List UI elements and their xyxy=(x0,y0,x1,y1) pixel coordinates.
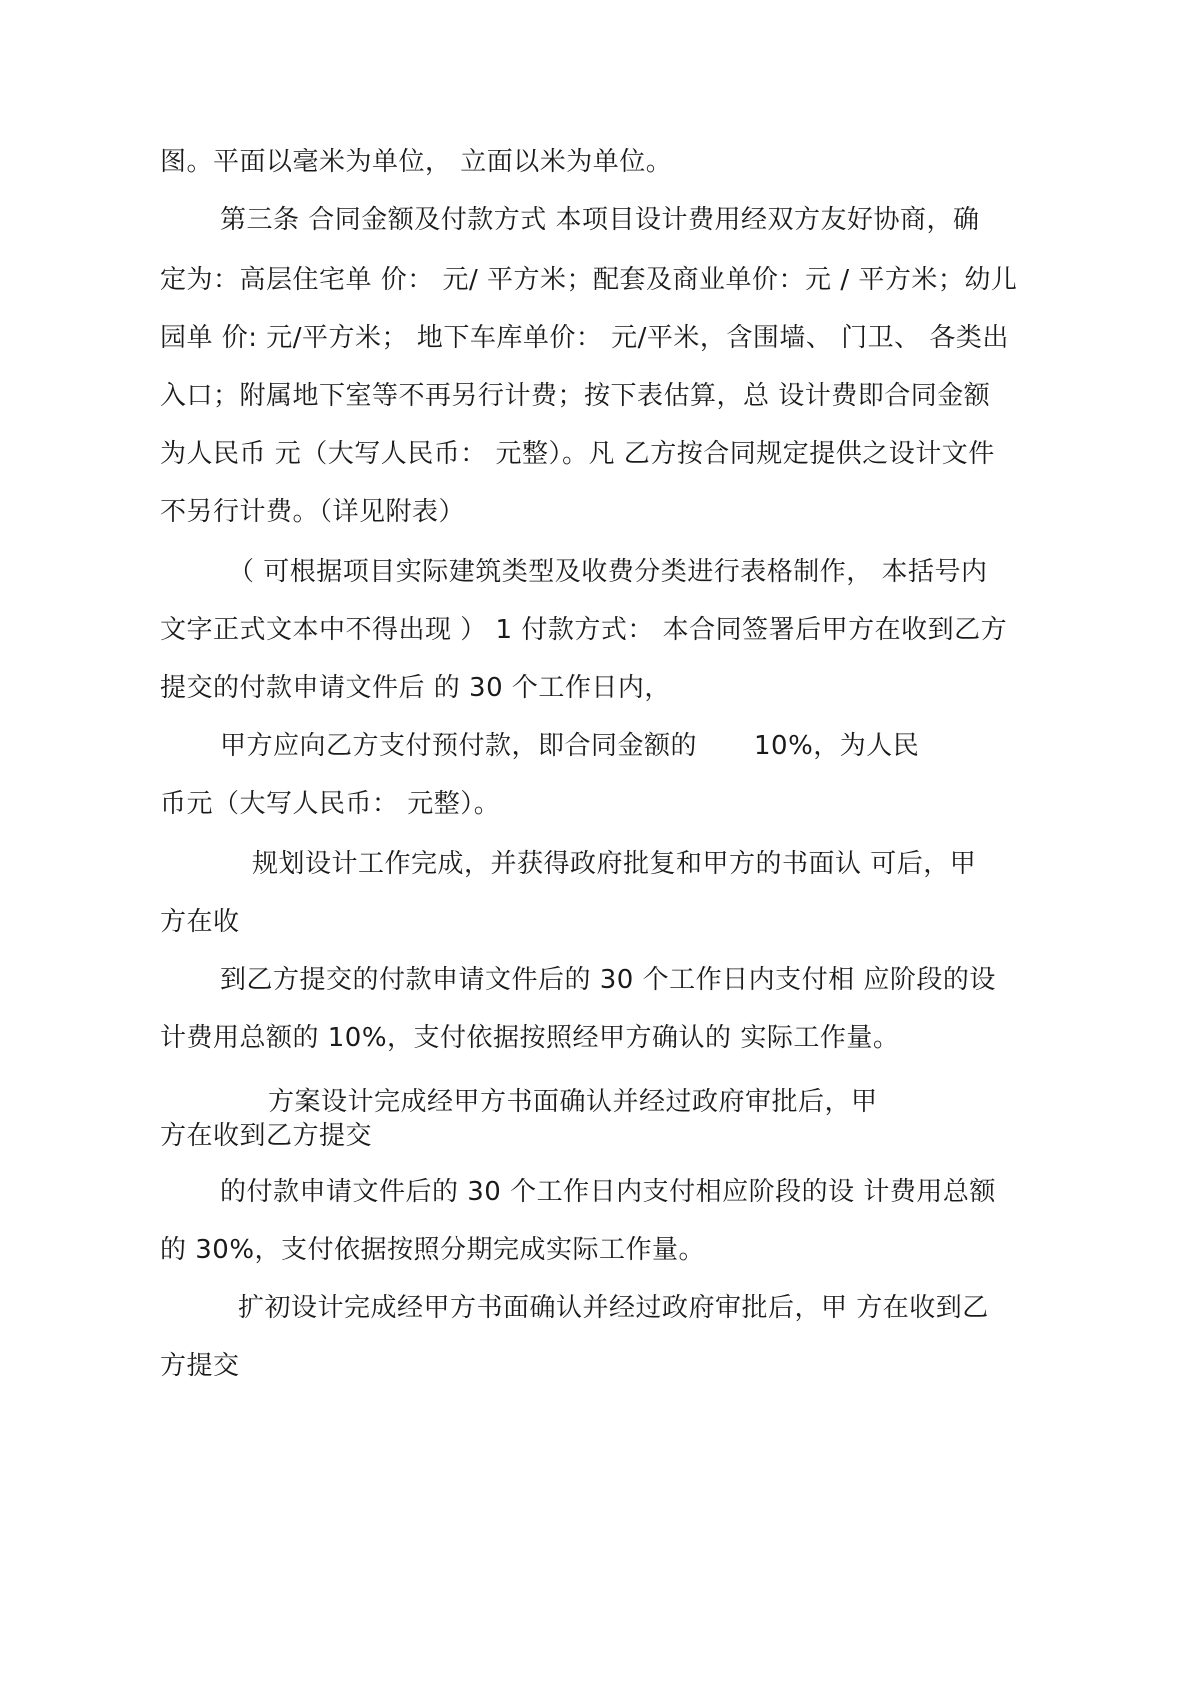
planning-design-line: 规划设计工作完成，并获得政府批复和甲方的书面认 可后，甲 xyxy=(252,849,977,879)
text-line: 方提交 xyxy=(160,1351,240,1381)
text-line: 为人民币 元（大写人民币： 元整）。凡 乙方按合同规定提供之设计文件 xyxy=(160,439,995,469)
text-line: 不另行计费。（详见附表） xyxy=(160,497,466,527)
advance-payment-percent: 10%，为人民 xyxy=(754,731,920,761)
text-line: 图。平面以毫米为单位， 立面以米为单位。 xyxy=(160,147,673,177)
preliminary-design-line: 扩初设计完成经甲方书面确认并经过政府审批后，甲 方在收到乙 xyxy=(238,1293,989,1323)
scheme-design-line: 方案设计完成经甲方书面确认并经过政府审批后，甲 xyxy=(268,1087,878,1117)
text-line: 定为：高层住宅单 价： 元/ 平方米；配套及商业单价：元 / 平方米；幼儿 xyxy=(160,265,1018,295)
text-line: 到乙方提交的付款申请文件后的 30 个工作日内支付相 应阶段的设 xyxy=(220,965,996,995)
text-line: 提交的付款申请文件后 的 30 个工作日内， xyxy=(160,673,671,703)
text-line: 币元（大写人民币： 元整）。 xyxy=(160,789,501,819)
text-line: 方在收 xyxy=(160,907,240,937)
bracket-note-line: （ 可根据项目实际建筑类型及收费分类进行表格制作， 本括号内 xyxy=(228,557,988,587)
article-three-heading-line: 第三条 合同金额及付款方式 本项目设计费用经双方友好协商，确 xyxy=(220,205,980,235)
text-line: 的 30%，支付依据按照分期完成实际工作量。 xyxy=(160,1235,706,1265)
advance-payment-line: 甲方应向乙方支付预付款，即合同金额的 xyxy=(220,731,698,761)
text-line: 计费用总额的 10%，支付依据按照经甲方确认的 实际工作量。 xyxy=(160,1023,900,1053)
text-line: 的付款申请文件后的 30 个工作日内支付相应阶段的设 计费用总额 xyxy=(220,1177,996,1207)
text-line: 方在收到乙方提交 xyxy=(160,1121,373,1151)
text-line: 文字正式文本中不得出现 ） 1 付款方式： 本合同签署后甲方在收到乙方 xyxy=(160,615,1008,645)
text-line: 园单 价: 元/平方米； 地下车库单价： 元/平米，含围墙、 门卫、 各类出 xyxy=(160,323,1009,353)
text-line: 入口；附属地下室等不再另行计费；按下表估算，总 设计费即合同金额 xyxy=(160,381,991,411)
